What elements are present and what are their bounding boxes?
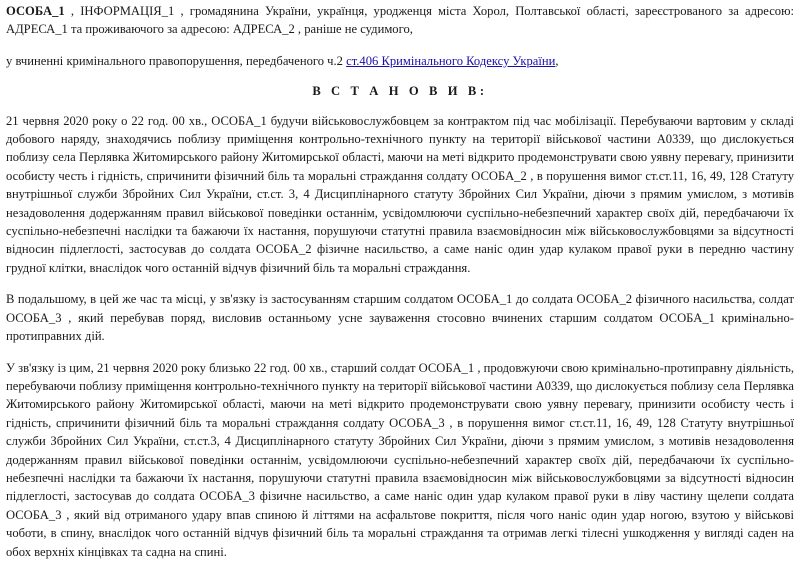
body-paragraph: В подальшому, в цей же час та місці, у зв'язку із застосуванням старшим солдатом ОСОБА_1 до солдата ОСОБА_2 фізичного насильства, солдат ОСОБА_3 , який перебував поряд, висловив останньому усне зауваження стосовно вчинених старшим солдатом ОСОБА_1 кримінально-протиправних дій.: [6, 292, 794, 344]
defendant-details: , ІНФОРМАЦІЯ_1 , громадянина України, українця, уродженця міста Хорол, Полтавської області, зареєстрованого за адресою: АДРЕСА_1 та проживаючого за адресою: АДРЕСА_2 , раніше не судимого,: [6, 4, 794, 37]
charge-text: у вчиненні кримінального правопорушення, передбаченого ч.2: [6, 53, 347, 68]
defendant-name: ОСОБА_1: [6, 4, 65, 18]
charge-text-end: ,: [555, 53, 559, 68]
body-paragraph: У зв'язку із цим, 21 червня 2020 року близько 22 год. 00 хв., старший солдат ОСОБА_1 , продовжуючи свою кримінально-протиправну діяльність, перебуваючи поблизу приміщення контрольно-технічного пункту на території військової частини А0339, що дислокується поблизу села Перлявка Житомирського району Житомирської області, маючи на меті відкрито продемонструвати свою уявну перевагу, принизити особисту честь і гідність, спричинити фізичний біль та моральні страждання солдату ОСОБА_3 , в порушення вимог ст.ст.11, 16, 49, 128 Статуту внутрішньої служби Збройних Сил України, ст.ст.3, 4 Дисциплінарного статуту Збройних Сил України, діючи з прямим умислом, з мотивів незадоволення додержанням правил військової поведінки останнім, усвідомлюючи суспільно-небезпечний характер своїх дій, передбачаючи їх суспільно-небезпечні наслідки та бажаючи їх настання, порушуючи статутні правила взаємовідносин між військовослужбовцями за відсутності відносин підлеглості, застосував до солдата ОСОБА_3 фізичне насильство, а саме наніс один удар кулаком правої руки в ліву частину щелепи солдата ОСОБА_3 , який від отриманого удару впав спиною й літтями на асфальтове покриття, після чого наніс один удар ногою, взутою у військові чоботи, в спину, внаслідок чого останній відчув фізичний біль та моральні страждання та отримав легкі тілесні ушкодження у вигляді саден на обох верхніх кінцівках та садна на спині.: [6, 360, 794, 559]
body-paragraph: 21 червня 2020 року о 22 год. 00 хв., ОСОБА_1 будучи військовослужбовцем за контрактом під час мобілізації. Перебуваючи вартовим у складі добового наряду, знаходячись поблизу приміщення контрольно-технічного пункту на території військової частини А0339, що дислокується поблизу села Перлявка Житомирського району Житомирської області, маючи на меті відкрито продемонструвати свою уявну перевагу, принизити особисту честь і гідність, спричинити фізичний біль та моральні страждання солдату ОСОБА_2 , в порушення вимог ст.ст.11, 16, 49, 128 Статуту внутрішньої служби Збройних Сил України, ст.ст. 3, 4 Дисциплінарного статуту Збройних Сил України, діючи з прямим умислом, з мотивів незадоволення додержанням правил військової поведінки останнім, усвідомлюючи суспільно-небезпечний характер своїх дій, передбачаючи їх суспільно-небезпечні наслідки та бажаючи їх настання, порушуючи статутні правила взаємовідносин між військовослужбовцями за відсутності відносин підлеглості, застосував до солдата ОСОБА_2 фізичне насильство, а саме наніс один удар кулаком правої руки в передню частину грудної клітки, внаслідок чого останній відчув фізичний біль та моральні страждання.: [6, 113, 794, 275]
section-heading: В С Т А Н О В И В:: [312, 84, 488, 99]
intro-paragraph: [6, 0, 794, 39]
criminal-code-link[interactable]: ст.406 Кримінального Кодексу України: [346, 53, 556, 68]
charge-paragraph: [6, 52, 794, 70]
